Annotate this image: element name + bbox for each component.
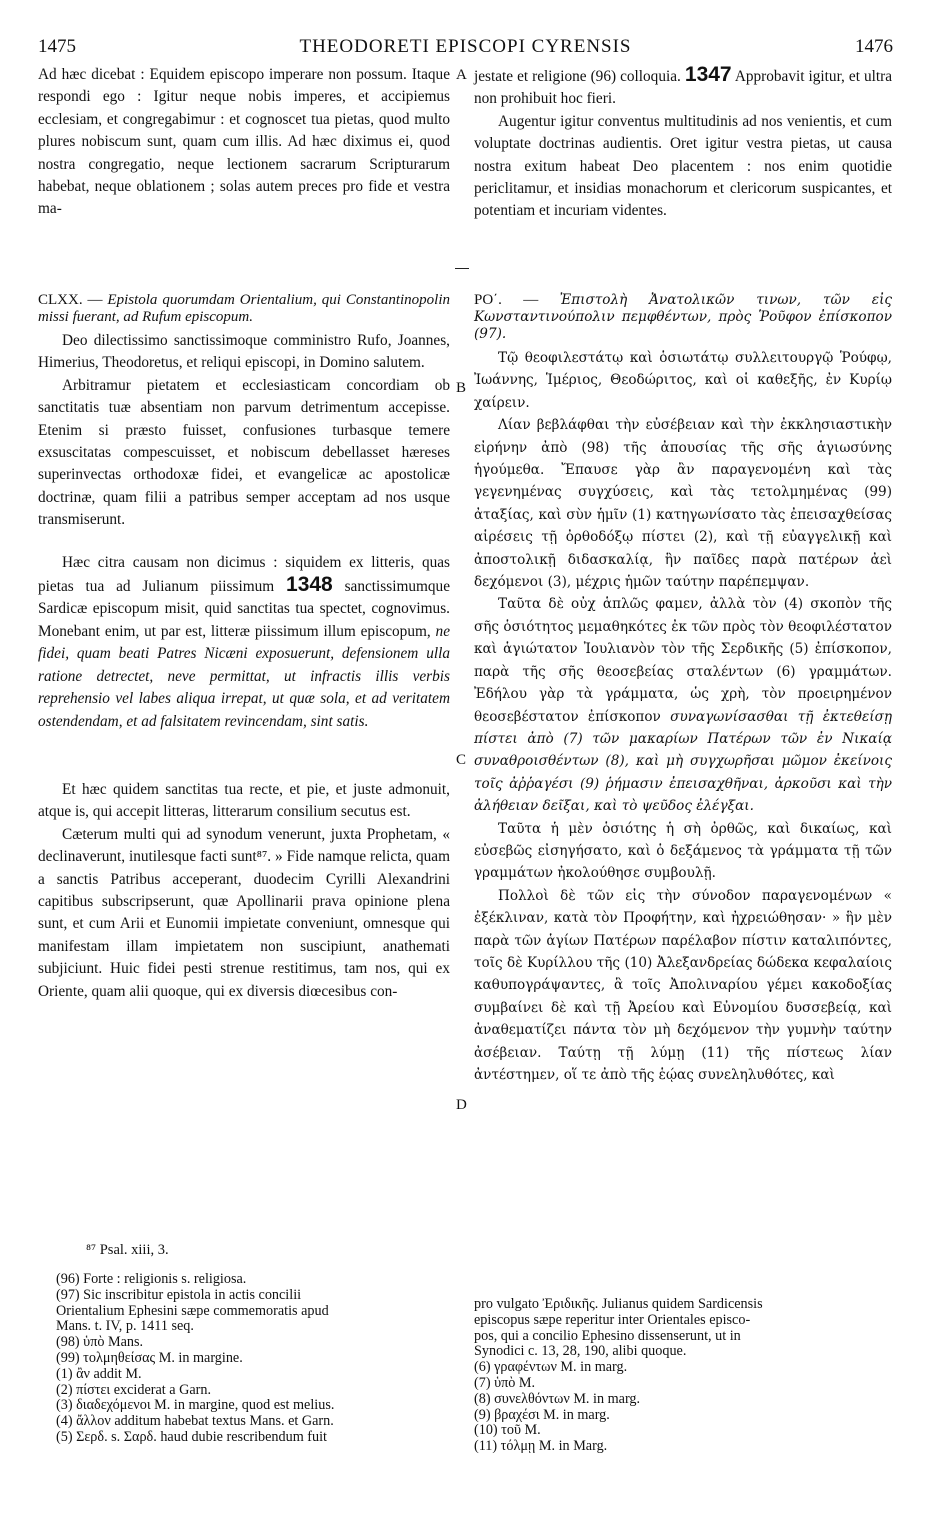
footnote-line: (96) Forte : religionis s. religiosa. xyxy=(56,1271,247,1287)
footnote-line: (98) ὑπὸ Mans. xyxy=(56,1334,144,1351)
footnote-line: episcopus sæpe reperitur inter Orientales episco- xyxy=(474,1311,751,1328)
epistle-number: ΡΟ΄. — xyxy=(474,292,539,308)
text-span: Approbavit igitur, et ultra non prohibuit hoc fieri. xyxy=(474,68,893,108)
footnote-line: (8) συνελθόντων M. in marg. xyxy=(474,1390,641,1407)
latin-salutation: Deo dilectissimo sanctissimoque comministro Rufo, Joannes, Himerius, Theodoretus, et reliqui episcopi, in Domino salutem. xyxy=(38,332,450,372)
running-header xyxy=(38,36,893,60)
margin-letter-c: C xyxy=(456,752,467,768)
footnote-line: Mans. t. IV, p. 1411 seq. xyxy=(56,1318,194,1335)
text-span: Ταῦτα δὲ οὐχ ἁπλῶς φαμεν, ἀλλὰ τὸν (4) σκοπὸν τῆς σῆς ὁσιότητος μεμαθηκότες ἐκ τῶν πρὸς τὸν θεοφιλέστατον καὶ ἁγιώτατον Ἰουλιανὸν τὸν τῆς Σερδικῆς (5) ἐπίσκοπον, παρὰ τῆς σῆς θεοσεβείας σταλέντων (6) γραμμάτων. Ἐδήλου γὰρ τὰ γράμματα, ὡς χρὴ, τὸν προειρημένον θεοσεβέστατον ἐπίσκοπον xyxy=(474,596,892,725)
margin-letter-b: B xyxy=(456,380,467,396)
top-left-paragraph: Ad hæc dicebat : Equidem episcopo imperare non possum. Itaque respondi ego : Igitur neque nobis imperes, et accipiemus ecclesiam, et congregabimur : et cognoscet tua pietas, quod multo plures nobiscum sunt, quam cum illis. Ad hæc diximus ei, quod nostra congregatio, neque lectionem sacrarum Scripturarum habebat, neque oblationem ; solas autem preces pro fide et vestra ma- xyxy=(38,66,450,218)
greek-epistle-title xyxy=(474,292,892,343)
latin-column xyxy=(38,292,450,1003)
column-number-1348: 1348 xyxy=(286,573,333,597)
column-number-1347: 1347 xyxy=(684,63,732,86)
page-number-left: 1475 xyxy=(38,36,76,57)
footnote-line: (6) γραφέντων M. in marg. xyxy=(474,1359,628,1376)
footnote-line: (4) ἄλλον additum habebat textus Mans. et Garn. xyxy=(56,1413,334,1430)
footnote-line: (1) ἂν addit M. xyxy=(56,1365,142,1382)
footnote-line: (11) τόλμῃ M. in Marg. xyxy=(474,1438,608,1455)
footnote-line: (2) πίστει exciderat a Garn. xyxy=(56,1381,212,1398)
greek-paragraph-3 xyxy=(474,593,892,817)
top-right-column xyxy=(474,64,892,223)
latin-paragraph-4: Et hæc quidem sanctitas tua recte, et pie, et juste admonuit, atque is, qui accepit litteras, litterarum consilium secutus est. xyxy=(38,780,450,821)
footnote-line: (9) βραχέσι M. in marg. xyxy=(474,1406,610,1423)
footnote-line: (3) διαδεχόμενοι M. in margine, quod est melius. xyxy=(56,1397,335,1414)
scripture-reference: ⁸⁷ Psal. xiii, 3. xyxy=(86,1242,169,1258)
top-left-column xyxy=(38,64,450,221)
footnote-line: pos, qui a concilio Ephesino dissenserunt, ut in xyxy=(474,1327,741,1344)
footnote-line: Synodici c. 13, 28, 190, alibi quoque. xyxy=(474,1343,687,1360)
footnotes-right xyxy=(474,1297,892,1455)
footnotes-left xyxy=(56,1272,456,1446)
latin-paragraph-3 xyxy=(38,552,450,733)
greek-paragraph-4: Ταῦτα ἡ μὲν ὁσιότης ἡ σὴ ὀρθῶς, καὶ δικαίως, καὶ εὐσεβῶς εἰσηγήσατο, καὶ ὁ δεξάμενος τὰ γράμματα τῇ τῶν γραμμάτων ἠκολούθησε συμβουλῇ. xyxy=(474,820,892,882)
latin-paragraph-5: Cæterum multi qui ad synodum venerunt, juxta Prophetam, « declinaverunt, inutilesque facti sunt⁸⁷. » Fide namque relicta, quam a sanctis Patribus acceperant, duodecim Cyrilli Alexandrini capitibus subscripserunt, quæ Apollinarii prava opinione plena sunt, et cum Arii et Eunomii impietate conveniunt, omnesque qui manifestam illam impietatem non suscipiunt, anathemati subjiciunt. Huic fidei pesti strenue restitimus, tam nos, qui ex Oriente, quam alii quoque, qui ex diversis diœcesibus con- xyxy=(38,825,450,1000)
greek-salutation: Τῷ θεοφιλεστάτῳ καὶ ὁσιωτάτῳ συλλειτουργῷ Ῥούφῳ, Ἰωάννης, Ἱμέριος, Θεοδώριτος, καὶ οἱ καθεξῆς, ἐν Κυρίῳ χαίρειν. xyxy=(474,350,892,411)
text-span: sanctissimumque Sardicæ episcopum misit, quid sanctitas tua spectet, cognovimus. Monebant enim, ut par est, litteræ piissimum illum episcopum, xyxy=(38,578,450,640)
margin-letter-d: D xyxy=(456,1097,467,1113)
running-title: THEODORETI EPISCOPI CYRENSIS xyxy=(299,36,632,57)
top-right-paragraph-2: Augentur igitur conventus multitudinis ad nos venientis, et cum voluptate doctrinas audientis. Oret igitur vestra pietas, ut causa nostra exitum habeat Deo placentem : nos enim quotidie periclitamur, et insidias monachorum et clericorum suspicantes, et potentiam et incuriam videntes. xyxy=(474,112,892,220)
epistle-number: CLXX. — xyxy=(38,292,103,308)
latin-paragraph-2: Arbitramur pietatem et ecclesiasticam concordiam ob sanctitatis tuæ absentiam non parvum detrimentum accepisse. Etenim si præsto fuisset, confusiones turbasque temere exsuscitatas compescuisset, et nobiscum debellasset hæreses superinvectas orthodoxæ fidei, et evangelicæ ac apostolicæ doctrinæ, quam filii a patribus semper acceptam ad nos usque transmiserunt. xyxy=(38,376,450,529)
text-span: Hæc citra causam non dicimus : siquidem ex litteris, quas pietas tua ad Julianum piissimum xyxy=(38,553,450,596)
epistle-title-text: Ἐπιστολὴ Ἀνατολικῶν τινων, τῶν εἰς Κωνσταντινούπολιν πεμφθέντων, πρὸς Ῥοῦφον ἐπίσκοπον (97). xyxy=(474,292,893,342)
text-span: jestate et religione (96) colloquia. xyxy=(474,68,681,85)
margin-letter-a: A xyxy=(456,67,467,83)
top-right-paragraph-1 xyxy=(474,64,892,111)
greek-quotation: συναγωνίσασθαι τῇ ἐκτεθείσῃ πίστει ἀπὸ (7) τῶν μακαρίων Πατέρων τῶν ἐν Νικαίᾳ συναθροισθέντων (8), καὶ μὴ συγχωρῆσαι μῶμον ἐκείνοις τοῖς ἀῤῥαγέσι (9) ῥήμασιν ἐπεισαχθῆναι, ἀρκοῦσι καὶ τὴν ἀλήθειαν δεῖξαι, καὶ τὸ ψεῦδος ἐλέγξαι. xyxy=(474,708,892,815)
page-number-right: 1476 xyxy=(855,36,893,57)
latin-epistle-title xyxy=(38,292,450,326)
latin-quotation: ne fidei, quam beati Patres Nicæni exposuerunt, defensionem ulla ratione detrectet, neve permittat, ut infractis illis verbis reprehensio vel labes aliqua irrepat, ut quæ sola, et ad veritatem ostendendam, et ad falsitatem revincendam, sint satis. xyxy=(38,622,450,730)
footnote-line: (10) τοῦ M. xyxy=(474,1422,541,1439)
footnote-line: (5) Σερδ. s. Σαρδ. haud dubie rescribendum fuit xyxy=(56,1428,327,1445)
footnote-line: (99) τολμηθείσας M. in margine. xyxy=(56,1349,243,1366)
footnote-line: (97) Sic inscribitur epistola in actis concilii xyxy=(56,1286,302,1303)
footnote-line: (7) ὑπὸ M. xyxy=(474,1374,536,1391)
footnote-line: pro vulgato Ἐριδικῆς. Julianus quidem Sardicensis xyxy=(474,1296,763,1312)
section-divider xyxy=(455,268,469,269)
epistle-title-text: Epistola quorumdam Orientalium, qui Constantinopolin missi fuerant, ad Rufum episcopum. xyxy=(38,292,450,325)
footnote-line: Orientalium Ephesini sæpe commemoratis apud xyxy=(56,1302,329,1319)
greek-column xyxy=(474,292,892,1086)
greek-paragraph-2: Λίαν βεβλάφθαι τὴν εὐσέβειαν καὶ τὴν ἐκκλησιαστικὴν εἰρήνην ἀπὸ (98) τῆς ἀπουσίας τῆς σῆς ἁγιωσύνης ἡγούμεθα. Ἔπαυσε γὰρ ἂν παραγενομένη καὶ τὰς γεγενημένας συγχύσεις, καὶ τὰς τετολμημένας (99) ἀταξίας, καὶ σὺν ἡμῖν (1) κατηγωνίσατο τὰς ἐπεισαχθείσας αἱρέσεις τῇ ὀρθοδόξῳ πίστει (2), καὶ τῇ εὐαγγελικῇ καὶ ἀποστολικῇ διδασκαλίᾳ, ἣν παῖδες παρὰ πατέρων ἀεὶ δεχόμενοι (3), μέχρις ἡμῶν ταύτην παρέπεμψαν. xyxy=(474,417,892,591)
greek-paragraph-5: Πολλοὶ δὲ τῶν εἰς τὴν σύνοδον παραγενομένων « ἐξέκλιναν, κατὰ τὸν Προφήτην, καὶ ἠχρειώθησαν· » ἣν μὲν παρὰ τῶν ἁγίων Πατέρων παρέλαβον πίστιν καταλιπόντες, τοῖς δὲ Κυρίλλου τῆς (10) Ἀλεξανδρείας δώδεκα κεφαλαίοις καθυπογράψαντες, ἃ τοῖς Ἀπολιναρίου γέμει κακοδοξίας συμβαίνει δὲ καὶ τῇ Ἀρείου καὶ Εὐνομίου δυσσεβείᾳ, καὶ ἀναθεματίζει πάντα τὸν μὴ δεχόμενον τὴν γυμνὴν ταύτην ἀσέβειαν. Ταύτῃ τῇ λύμῃ (11) τῆς πίστεως λίαν ἀντέστημεν, οἵ τε ἀπὸ τῆς ἑῴας συνεληλυθότες, καὶ xyxy=(474,887,892,1083)
